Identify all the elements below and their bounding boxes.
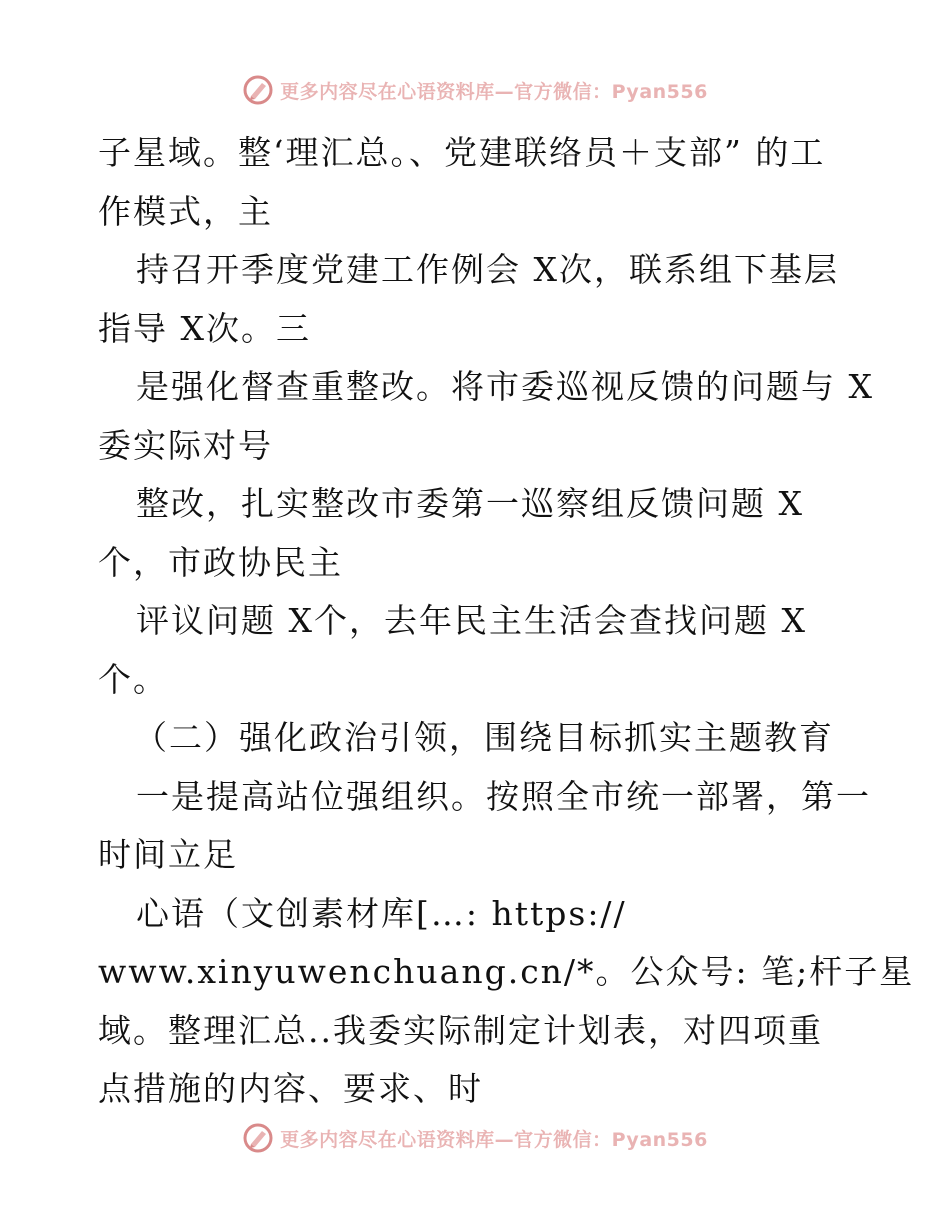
text-line: 一是提高站位强组织。按照全市统一部署，第一 xyxy=(136,776,871,816)
text-line: 子星域。整‘理汇总。、党建联络员＋支部” 的工 xyxy=(98,133,826,172)
header-watermark xyxy=(0,70,950,110)
pen-logo-icon xyxy=(242,1122,274,1154)
text-line: www.xinyuwenchuang.cn/*。公众号: 笔;杆子星 xyxy=(98,952,915,991)
text-line: 作模式，主 xyxy=(98,191,273,231)
document-body xyxy=(98,124,915,1119)
watermark-text: 更多内容尽在心语资料库—官方微信：Pyan556 xyxy=(280,80,708,103)
pen-logo-icon xyxy=(242,74,274,106)
text-line: 个。 xyxy=(98,659,168,699)
watermark-text: 更多内容尽在心语资料库—官方微信：Pyan556 xyxy=(280,1128,708,1151)
text-line: 是强化督查重整改。将市委巡视反馈的问题与 X xyxy=(136,367,874,406)
text-line: 个，市政协民主 xyxy=(98,542,343,582)
footer-watermark xyxy=(0,1118,950,1158)
text-line: 整改，扎实整改市委第一巡察组反馈问题 X xyxy=(136,484,804,523)
section-heading: （二）强化政治引领，围绕目标抓实主题教育 xyxy=(134,718,834,757)
text-line: 委实际对号 xyxy=(98,425,273,465)
text-line: 时间立足 xyxy=(98,835,238,874)
text-line: 评议问题 X个，去年民主生活会查找问题 X xyxy=(136,601,807,640)
text-line: 点措施的内容、要求、时 xyxy=(98,1069,483,1108)
text-line: 持召开季度党建工作例会 X次，联系组下基层 xyxy=(136,250,839,289)
text-line: 心语（文创素材库[…: https:// xyxy=(136,893,627,933)
text-line: 域。整理汇总..我委实际制定计划表，对四项重 xyxy=(98,1010,823,1050)
text-line: 指导 X次。三 xyxy=(98,308,311,348)
